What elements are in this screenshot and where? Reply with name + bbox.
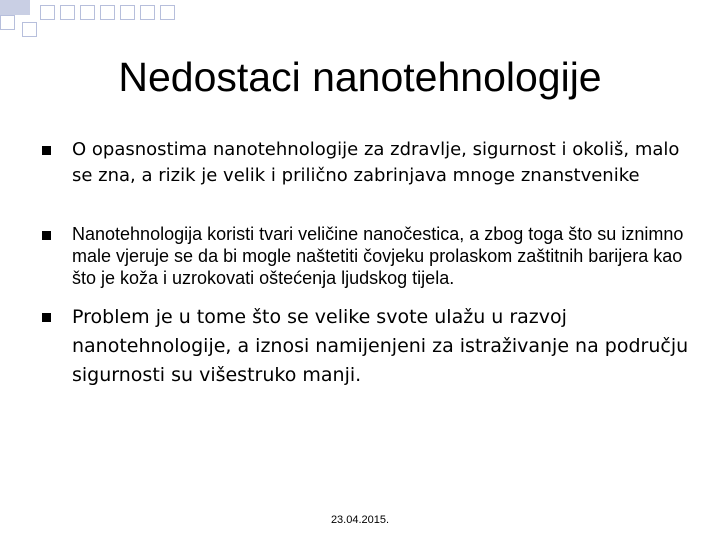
square-bullet-icon	[42, 231, 51, 240]
decor-square	[100, 5, 115, 20]
corner-decoration	[0, 0, 190, 40]
decor-square	[40, 5, 55, 20]
decor-square	[0, 0, 15, 15]
decor-square	[0, 15, 15, 30]
square-bullet-icon	[42, 146, 51, 155]
decor-square	[120, 5, 135, 20]
square-bullet-icon	[42, 313, 51, 322]
decor-square	[22, 22, 37, 37]
bullet-text: Problem je u tome što se velike svote ulažu u razvoj nanotehnologije, a iznosi namijenjeni za istraživanje na području sigurnosti su višestruko manji.	[72, 306, 689, 386]
bullet-text: O opasnostima nanotehnologije za zdravlje, sigurnost i okoliš, malo se zna, a rizik je velik i prilično zabrinjava mnoge znanstvenike	[72, 139, 680, 186]
decor-square	[140, 5, 155, 20]
bullet-text: Nanotehnologija koristi tvari veličine nanočestica, a zbog toga što su iznimno male vjeruje se da bi mogle naštetiti čovjeku prolaskom zaštitnih barijera kao što je koža i uzrokovati oštećenja ljudskog tijela.	[72, 224, 684, 288]
decor-square	[15, 0, 30, 15]
decor-square	[80, 5, 95, 20]
footer-date: 23.04.2015.	[330, 514, 390, 526]
slide-title: Nedostaci nanotehnologije	[118, 54, 602, 100]
decor-square	[60, 5, 75, 20]
decor-square	[160, 5, 175, 20]
